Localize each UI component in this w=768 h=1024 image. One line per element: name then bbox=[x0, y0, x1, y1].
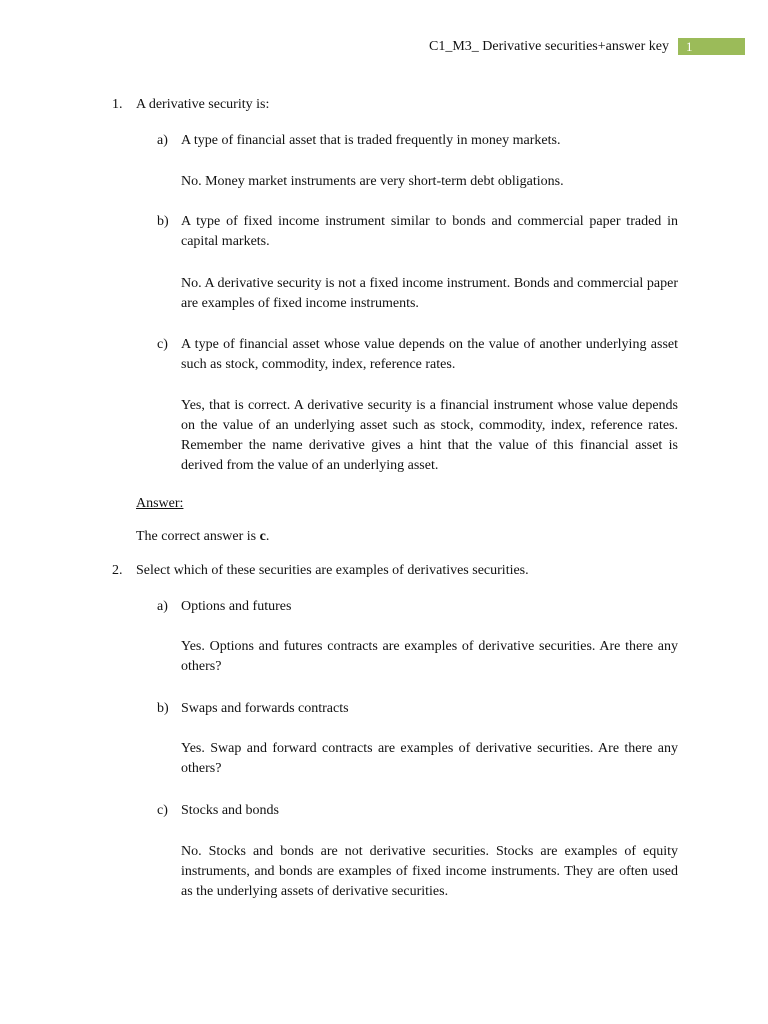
option-letter: c) bbox=[157, 803, 168, 818]
page-header bbox=[0, 37, 768, 57]
option-letter: c) bbox=[157, 337, 168, 352]
option-feedback: Yes, that is correct. A derivative security is a financial instrument whose value depends on the value of an underlying asset such as stock, commodity, index, reference rates. Remember the name derivative gives a hint that the value of this financial asset is derived from the value of an underlying asset. bbox=[181, 398, 678, 473]
option-feedback: Yes. Swap and forward contracts are examples of derivative securities. Are there any others? bbox=[181, 741, 678, 776]
option-letter: b) bbox=[157, 701, 169, 716]
option-text: Swaps and forwards contracts bbox=[181, 701, 349, 716]
option-letter: a) bbox=[157, 599, 168, 614]
option-text: A type of fixed income instrument similar to bonds and commercial paper traded in capital markets. bbox=[181, 214, 678, 249]
answer-suffix: . bbox=[265, 529, 270, 544]
answer-label: Answer: bbox=[136, 496, 184, 511]
answer-prefix: The correct answer is bbox=[136, 529, 260, 544]
page-number-badge: 1 bbox=[678, 38, 745, 55]
option-feedback: Yes. Options and futures contracts are examples of derivative securities. Are there any others? bbox=[181, 639, 678, 674]
answer-text bbox=[136, 527, 269, 547]
option-letter: b) bbox=[157, 214, 169, 229]
question-number: 1. bbox=[112, 97, 123, 112]
option-feedback: No. Stocks and bonds are not derivative securities. Stocks are examples of equity instruments, and bonds are examples of fixed income instruments. They are often used as the underlying assets of derivative securities. bbox=[181, 844, 678, 899]
question-text: A derivative security is: bbox=[136, 97, 270, 112]
answer-letter: c bbox=[259, 529, 266, 544]
option-text: A type of financial asset whose value depends on the value of another underlying asset such as stock, commodity, index, reference rates. bbox=[181, 337, 678, 372]
option-text: Stocks and bonds bbox=[181, 803, 279, 818]
option-feedback: No. A derivative security is not a fixed income instrument. Bonds and commercial paper are examples of fixed income instruments. bbox=[181, 276, 678, 311]
document-title: C1_M3_ Derivative securities+answer key bbox=[429, 39, 669, 54]
option-letter: a) bbox=[157, 133, 168, 148]
option-text: Options and futures bbox=[181, 599, 292, 614]
option-feedback: No. Money market instruments are very short-term debt obligations. bbox=[181, 174, 564, 189]
option-text: A type of financial asset that is traded frequently in money markets. bbox=[181, 133, 561, 148]
question-text: Select which of these securities are examples of derivatives securities. bbox=[136, 563, 529, 578]
question-number: 2. bbox=[112, 563, 123, 578]
